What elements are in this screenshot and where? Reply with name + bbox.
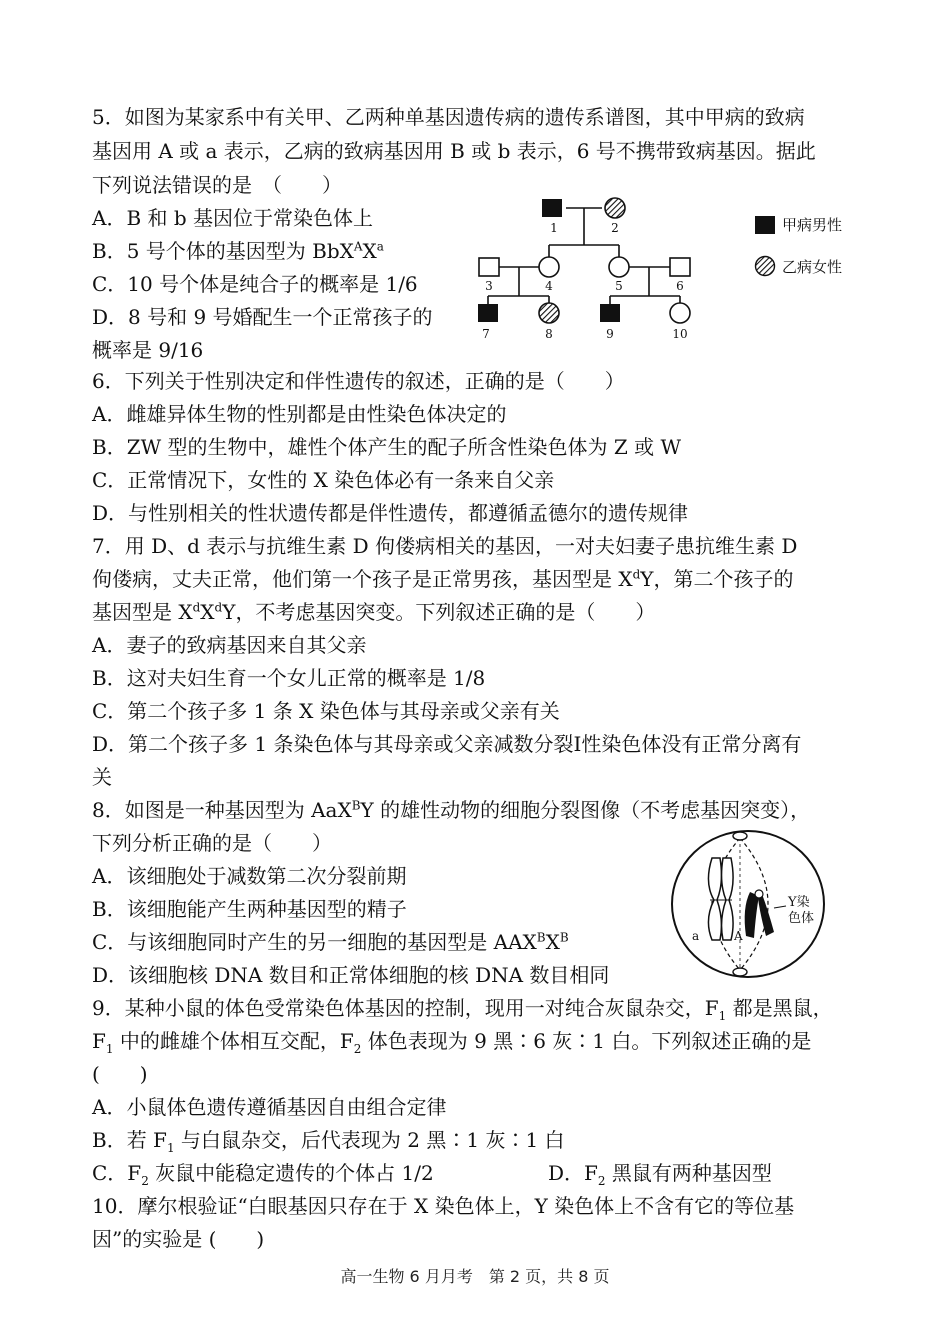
q6-option-b: B．ZW 型的生物中，雄性个体产生的配子所含性染色体为 Z 或 W: [92, 435, 682, 459]
legend-item-male-affected: 甲病男性: [754, 214, 842, 235]
q9-option-c: C．$F_2$ 灰鼠中能稳定遗传的个体占 1/2: [92, 1161, 434, 1188]
q5-option-a: A．B 和 b 基因位于常染色体上: [92, 206, 374, 230]
pedigree-individual-10: [670, 303, 690, 323]
pedigree-chart: [460, 192, 710, 344]
q5-stem-line1: 5．如图为某家系中有关甲、乙两种单基因遗传病的遗传系谱图，其中甲病的致病: [92, 105, 805, 129]
gene-label-A: A: [734, 929, 743, 943]
legend-item-female-affected: 乙病女性: [754, 255, 842, 277]
q10-stem-line2: 因”的实验是 ( ): [92, 1227, 265, 1251]
q6-option-a: A．雌雄异体生物的性别都是由性染色体决定的: [92, 402, 507, 426]
q7-option-b: B．这对夫妇生育一个女儿正常的概率是 1/8: [92, 666, 486, 690]
pedigree-individual-1: [542, 199, 562, 217]
q7-option-d-line1: D．第二个孩子多 1 条染色体与其母亲或父亲减数分裂Ⅰ性染色体没有正常分离有: [92, 732, 802, 756]
pedigree-label: 4: [545, 279, 553, 293]
pedigree-label: 2: [611, 221, 619, 235]
q7-option-d-line2: 关: [92, 765, 112, 789]
q9-option-d: D．$F_2$ 黑鼠有两种基因型: [548, 1161, 772, 1188]
pedigree-label: 9: [606, 327, 614, 341]
pedigree-individual-3: [479, 258, 499, 276]
q8-stem-line1: 8．如图是一种基因型为 AaX$^B$Y 的雄性动物的细胞分裂图像（不考虑基因突变），: [92, 798, 811, 822]
page-footer: 高一生物 6 月月考 第 2 页，共 8 页: [340, 1267, 610, 1286]
pedigree-individual-4: [539, 257, 559, 277]
q5-option-b: B．5 号个体的基因型为 $BbX^AX^a$: [92, 239, 384, 263]
pedigree-label: 5: [615, 279, 623, 293]
pedigree-label: 6: [676, 279, 684, 293]
q8-stem-line2: 下列分析正确的是（ ）: [92, 831, 332, 855]
pedigree-individual-6: [670, 258, 690, 276]
pedigree-individual-7: [478, 304, 498, 322]
q7-stem-line3: 基因型是 $X^dX^dY$，不考虑基因突变。下列叙述正确的是（ ）: [92, 600, 656, 624]
pedigree-label: 3: [485, 279, 493, 293]
pedigree-individual-8: [539, 303, 559, 323]
y-chromosome-label-line1: Y染: [788, 895, 810, 910]
q8-option-b: B．该细胞能产生两种基因型的精子: [92, 897, 407, 921]
q7-option-a: A．妻子的致病基因来自其父亲: [92, 633, 367, 657]
q5-option-d-line2: 概率是 9/16: [92, 338, 204, 362]
filled-square-icon: [754, 215, 776, 235]
q5-option-d-line1: D．8 号和 9 号婚配生一个正常孩子的: [92, 305, 433, 329]
pedigree-individual-9: [600, 304, 620, 322]
q9-option-b: B．若 $F_1$ 与白鼠杂交，后代表现为 2 黑∶1 灰∶1 白: [92, 1128, 565, 1155]
q5-stem-line2: 基因用 A 或 a 表示，乙病的致病基因用 B 或 b 表示，6 号不携带致病基因。据此: [92, 139, 816, 163]
q6-option-c: C．正常情况下，女性的 X 染色体必有一条来自父亲: [92, 468, 555, 492]
cell-division-figure: [670, 828, 830, 980]
q5-option-c: C．10 号个体是纯合子的概率是 1/6: [92, 272, 418, 296]
q9-stem-line2: $F_1$ 中的雌雄个体相互交配，$F_2$ 体色表现为 9 黑∶6 灰∶1 白。下列叙述正确的是: [92, 1029, 812, 1056]
q8-option-a: A．该细胞处于减数第二次分裂前期: [92, 864, 407, 888]
q8-option-d: D．该细胞核 DNA 数目和正常体细胞的核 DNA 数目相同: [92, 963, 610, 987]
pedigree-label: 10: [672, 327, 688, 341]
q7-stem-line1: 7．用 D、d 表示与抗维生素 D 佝偻病相关的基因，一对夫妇妻子患抗维生素 D: [92, 534, 798, 558]
pedigree-legend: [754, 214, 842, 297]
q6-stem: 6．下列关于性别决定和伴性遗传的叙述，正确的是（ ）: [92, 369, 625, 393]
pedigree-label: 8: [545, 327, 553, 341]
q9-stem-line1: 9．某种小鼠的体色受常染色体基因的控制，现用一对纯合灰鼠杂交，$F_1$ 都是黑鼠，: [92, 996, 833, 1023]
hatched-circle-icon: [754, 255, 776, 277]
q7-option-c: C．第二个孩子多 1 条 X 染色体与其母亲或父亲有关: [92, 699, 560, 723]
pedigree-individual-2: [605, 198, 625, 218]
q10-stem-line1: 10．摩尔根验证“白眼基因只存在于 X 染色体上，Y 染色体上不含有它的等位基: [92, 1194, 795, 1218]
gene-label-a: a: [692, 929, 700, 943]
pedigree-individual-5: [609, 257, 629, 277]
q5-stem-line3: 下列说法错误的是 （ ）: [92, 173, 342, 197]
q6-option-d: D．与性别相关的性状遗传都是伴性遗传，都遵循孟德尔的遗传规律: [92, 501, 689, 525]
q9-option-a: A．小鼠体色遗传遵循基因自由组合定律: [92, 1095, 447, 1119]
y-chromosome-label-line2: 色体: [788, 911, 815, 926]
q8-option-c: C．与该细胞同时产生的另一细胞的基因型是 $AAX^BX^B$: [92, 930, 569, 954]
q9-stem-line3: ( ): [92, 1062, 148, 1086]
pedigree-label: 7: [482, 327, 490, 341]
q7-stem-line2: 佝偻病，丈夫正常，他们第一个孩子是正常男孩，基因型是 $X^dY$，第二个孩子的: [92, 567, 794, 591]
pedigree-label: 1: [550, 221, 558, 235]
